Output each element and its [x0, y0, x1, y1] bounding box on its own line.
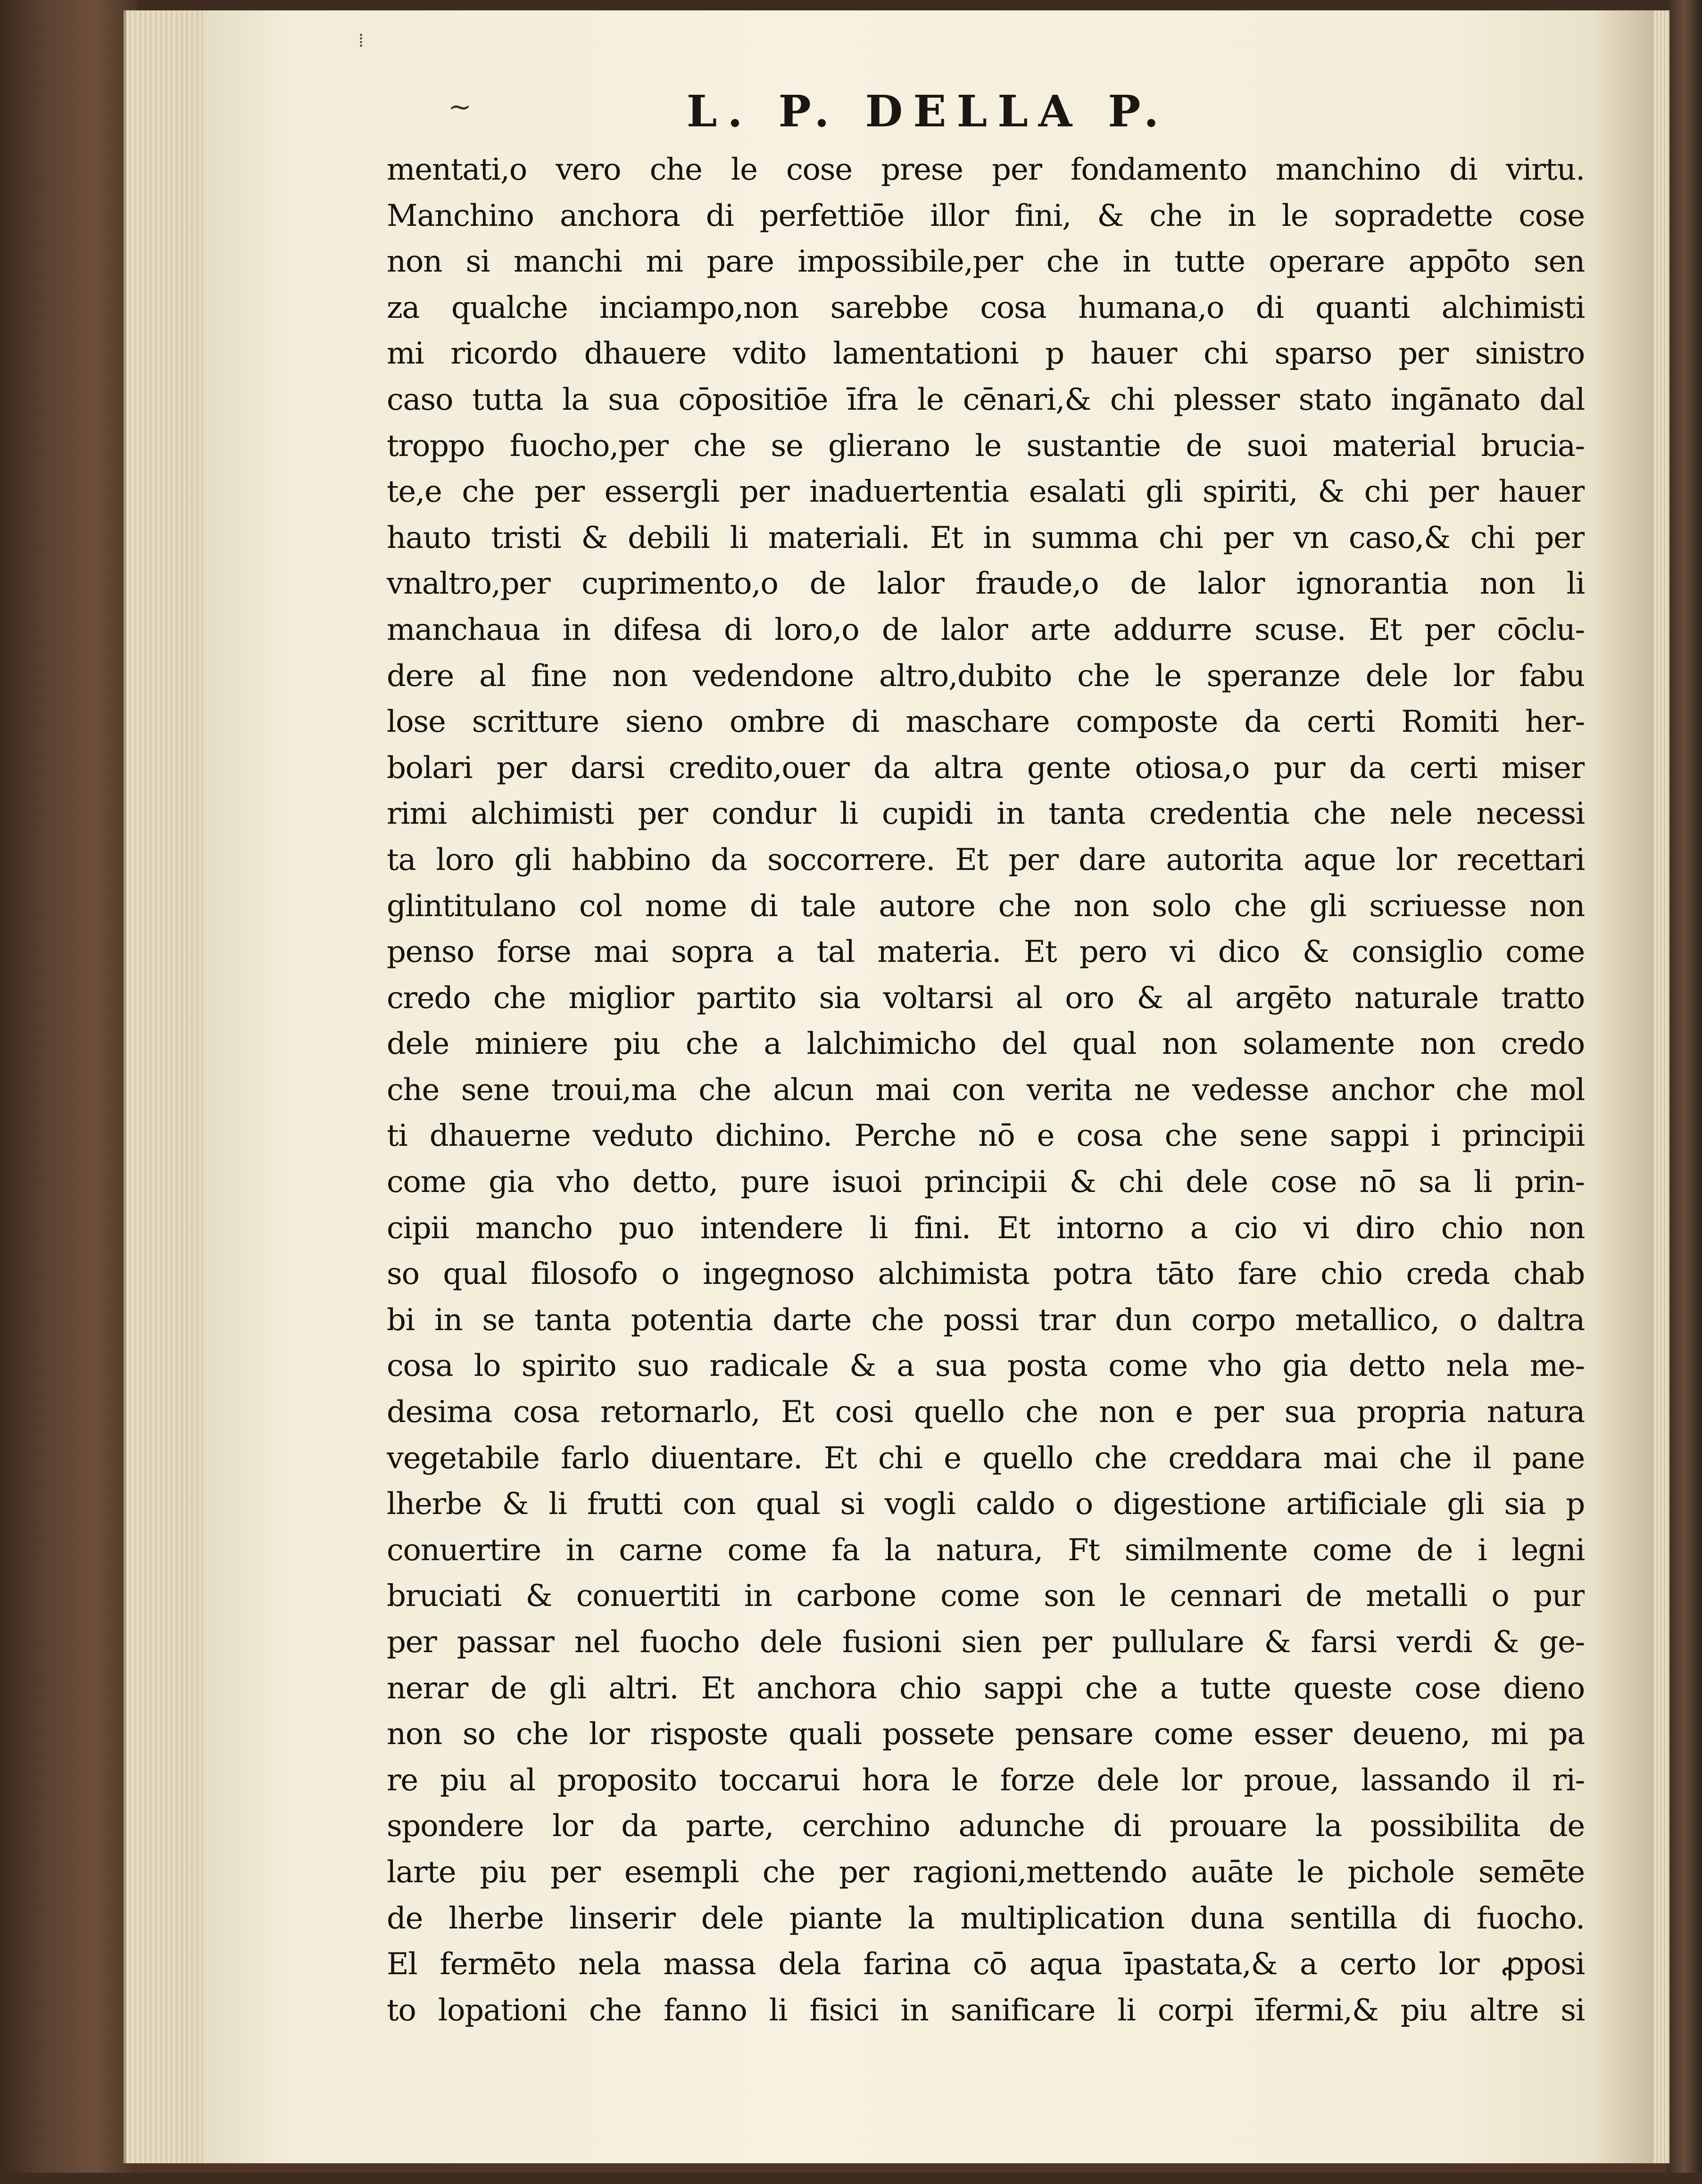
- binding-left-board: [0, 0, 137, 2184]
- text-line: bolari per darsi credito,ouer da altra gente otiosa,o pur da certi miser: [387, 750, 1585, 786]
- text-line: manchaua in difesa di loro,o de lalor arte addurre scuse. Et per cōclu-: [387, 612, 1585, 647]
- text-line: come gia vho detto, pure isuoi principii & chi dele cose nō sa li prin-: [387, 1165, 1585, 1200]
- text-line: glintitulano col nome di tale autore che non solo che gli scriuesse non: [387, 888, 1585, 924]
- text-line: per passar nel fuocho dele fusioni sien per pullulare & farsi verdi & ge-: [387, 1625, 1585, 1660]
- text-line: mentati,o vero che le cose prese per fondamento manchino di virtu.: [387, 152, 1585, 187]
- text-line: ti dhauerne veduto dichino. Perche nō e cosa che sene sappi i principii: [387, 1118, 1585, 1154]
- text-line: rimi alchimisti per condur li cupidi in tanta credentia che nele necessi: [387, 796, 1585, 832]
- text-line: to lopationi che fanno li fisici in sanificare li corpi īfermi,& piu altre si: [387, 1993, 1585, 2028]
- text-line: de lherbe linserir dele piante la multiplication duna sentilla di fuocho.: [387, 1901, 1585, 1936]
- text-line: cosa lo spirito suo radicale & a sua posta come vho gia detto nela me-: [387, 1348, 1585, 1384]
- text-line: troppo fuocho,per che se glierano le sustantie de suoi material brucia-: [387, 428, 1585, 463]
- text-line: lose scritture sieno ombre di maschare composte da certi Romiti her-: [387, 704, 1585, 740]
- binding-top-edge: [0, 0, 1702, 10]
- binding-right-board: [1667, 0, 1702, 2184]
- text-line: bi in se tanta potentia darte che possi trar dun corpo metallico, o daltra: [387, 1302, 1585, 1338]
- book-page: [203, 10, 1653, 2163]
- text-line: lherbe & li frutti con qual si vogli caldo o digestione artificiale gli sia p: [387, 1487, 1585, 1522]
- text-line: dere al fine non vedendone altro,dubito che le speranze dele lor fabu: [387, 658, 1585, 694]
- text-line: mi ricordo dhauere vdito lamentationi p hauer chi sparso per sinistro: [387, 336, 1585, 372]
- text-line: spondere lor da parte, cerchino adunche di prouare la possibilita de: [387, 1809, 1585, 1844]
- text-line: larte piu per esempli che per ragioni,mettendo auāte le pichole semēte: [387, 1854, 1585, 1890]
- text-line: penso forse mai sopra a tal materia. Et pero vi dico & consiglio come: [387, 935, 1585, 970]
- running-header: L. P. DELLA P.: [686, 86, 1170, 137]
- catchmark: ⁞: [358, 30, 364, 51]
- text-line: conuertire in carne come fa la natura, Ft similmente come de i legni: [387, 1532, 1585, 1568]
- text-line: te,e che per essergli per inaduertentia esalati gli spiriti, & chi per hauer: [387, 474, 1585, 510]
- text-line: za qualche inciampo,non sarebbe cosa humana,o di quanti alchimisti: [387, 290, 1585, 325]
- text-line: bruciati & conuertiti in carbone come son le cennari de metalli o pur: [387, 1579, 1585, 1614]
- text-line: El fermēto nela massa dela farina cō aqua īpastata,& a certo lor ꝓposi: [387, 1947, 1585, 1982]
- text-line: non so che lor risposte quali possete pensare come esser deueno, mi pa: [387, 1717, 1585, 1752]
- page-body-text: [387, 147, 1585, 2034]
- text-line: hauto tristi & debili li materiali. Et in summa chi per vn caso,& chi per: [387, 520, 1585, 555]
- header-ornament: ~: [448, 91, 472, 124]
- text-line: Manchino anchora di perfettiōe illor fini, & che in le sopradette cose: [387, 198, 1585, 233]
- text-line: ta loro gli habbino da soccorrere. Et per dare autorita aque lor recettari: [387, 842, 1585, 877]
- text-line: dele miniere piu che a lalchimicho del qual non solamente non credo: [387, 1026, 1585, 1062]
- text-line: re piu al proposito toccarui hora le forze dele lor proue, lassando il ri-: [387, 1762, 1585, 1798]
- page-edges-right: [1651, 10, 1669, 2163]
- text-line: caso tutta la sua cōpositiōe īfra le cēnari,& chi plesser stato ingānato dal: [387, 382, 1585, 417]
- text-line: so qual filosofo o ingegnoso alchimista potra tāto fare chio creda chab: [387, 1257, 1585, 1292]
- text-line: che sene troui,ma che alcun mai con verita ne vedesse anchor che mol: [387, 1072, 1585, 1108]
- text-line: credo che miglior partito sia voltarsi al oro & al argēto naturale tratto: [387, 980, 1585, 1016]
- binding-bottom-edge: [0, 2173, 1702, 2184]
- text-line: nerar de gli altri. Et anchora chio sappi che a tutte queste cose dieno: [387, 1671, 1585, 1706]
- text-line: non si manchi mi pare impossibile,per che in tutte operare appōto sen: [387, 244, 1585, 280]
- text-line: vnaltro,per cuprimento,o de lalor fraude,o de lalor ignorantia non li: [387, 566, 1585, 602]
- page-edges-left: [124, 10, 207, 2163]
- text-line: desima cosa retornarlo, Et cosi quello che non e per sua propria natura: [387, 1395, 1585, 1430]
- text-line: vegetabile farlo diuentare. Et chi e quello che creddara mai che il pane: [387, 1440, 1585, 1476]
- gutter-shadow: [1592, 10, 1653, 2163]
- text-line: cipii mancho puo intendere li fini. Et intorno a cio vi diro chio non: [387, 1210, 1585, 1246]
